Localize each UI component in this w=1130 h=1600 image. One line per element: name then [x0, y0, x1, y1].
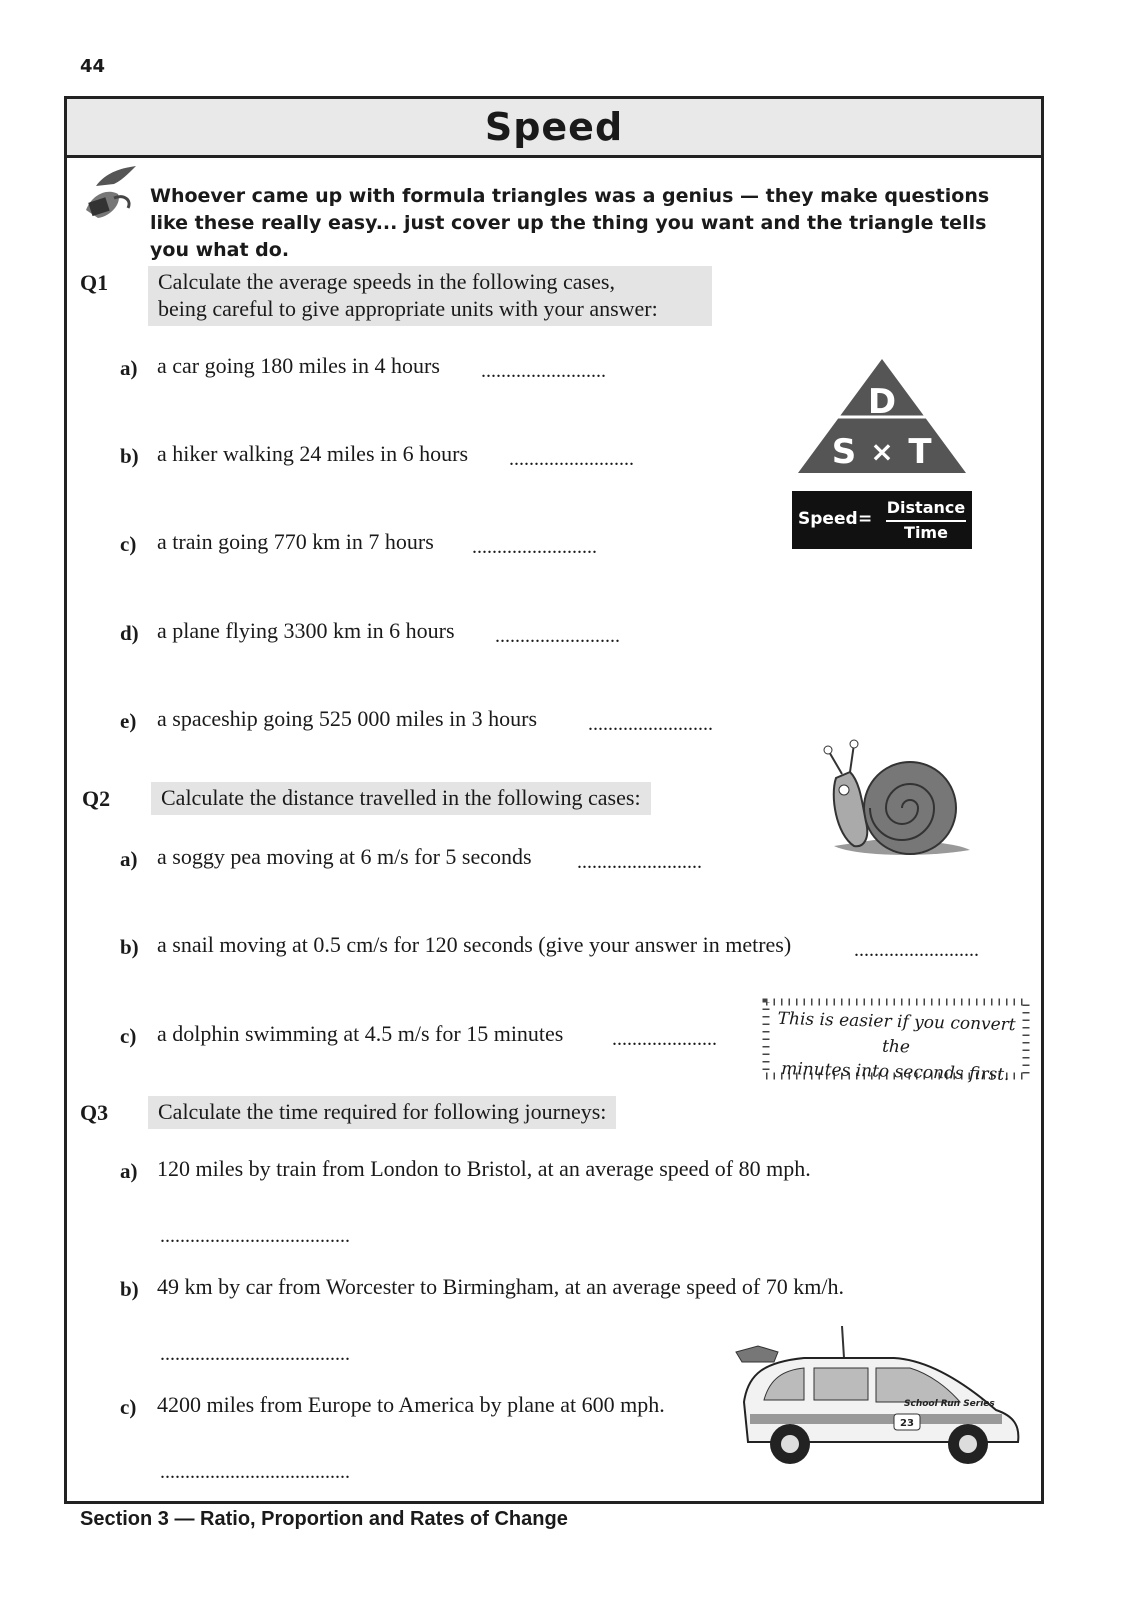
q1c-label: c) — [120, 532, 137, 556]
q1-prompt-line1: Calculate the average speeds in the following cases, — [158, 269, 615, 294]
hint-note — [762, 996, 1030, 1085]
q3-number: Q3 — [80, 1100, 109, 1125]
mascot-illustration — [78, 164, 142, 230]
page-number: 44 — [80, 56, 106, 77]
triangle-times-sign: × — [870, 435, 894, 468]
q3a-text: 120 miles by train from London to Bristol, at an average speed of 80 mph. — [157, 1156, 811, 1181]
car-illustration — [734, 1322, 1024, 1468]
section-footer: Section 3 — Ratio, Proportion and Rates of Change — [80, 1508, 568, 1530]
q2a-answer-line[interactable]: ......................... — [577, 851, 702, 873]
hint-line2: minutes into seconds first. — [780, 1059, 1010, 1085]
q2-number: Q2 — [82, 786, 111, 811]
q3b-label: b) — [120, 1277, 139, 1301]
triangle-time-label: T — [908, 432, 932, 472]
q2b-text: a snail moving at 0.5 cm/s for 120 seconds (give your answer in metres) — [157, 932, 792, 957]
q2-prompt: Calculate the distance travelled in the following cases: — [151, 782, 651, 815]
q2a-label: a) — [120, 847, 138, 871]
q1d-text: a plane flying 3300 km in 6 hours — [157, 618, 455, 643]
q1b-answer-line[interactable]: ......................... — [509, 448, 634, 470]
q2c-text: a dolphin swimming at 4.5 m/s for 15 minutes — [157, 1021, 564, 1046]
q3c-answer-line[interactable]: ...................................... — [160, 1461, 350, 1483]
formula-triangle — [796, 357, 968, 475]
q1b-label: b) — [120, 444, 139, 468]
formula-numerator: Distance — [886, 498, 966, 517]
q1-prompt-box — [148, 266, 712, 326]
formula-denominator: Time — [904, 523, 948, 542]
q3b-text: 49 km by car from Worcester to Birmingham, at an average speed of 70 km/h. — [157, 1274, 844, 1299]
q1a-text: a car going 180 miles in 4 hours — [157, 353, 440, 378]
q1b-text: a hiker walking 24 miles in 6 hours — [157, 441, 469, 466]
page-title: Speed — [484, 105, 624, 149]
speed-formula-box — [792, 491, 972, 549]
triangle-distance-label: D — [867, 382, 897, 422]
q3b-answer-line[interactable]: ...................................... — [160, 1343, 350, 1365]
title-bar — [64, 96, 1044, 158]
formula-speed: Speed — [798, 509, 858, 529]
q1a-label: a) — [120, 356, 138, 380]
q2a-text: a soggy pea moving at 6 m/s for 5 seconds — [157, 844, 532, 869]
q3a-label: a) — [120, 1159, 138, 1183]
q1-prompt-line2: being careful to give appropriate units with your answer: — [158, 296, 658, 321]
q2b-label: b) — [120, 935, 139, 959]
q1-number: Q1 — [80, 270, 109, 295]
car-number: 23 — [900, 1418, 914, 1429]
car-banner-text: School Run Series — [904, 1399, 995, 1409]
q1e-text: a spaceship going 525 000 miles in 3 hours — [157, 706, 538, 731]
intro-text: Whoever came up with formula triangles was a genius — they make questions like these really easy... just cover up the thing you want and the triangle tells you what do. — [150, 185, 990, 261]
q3c-label: c) — [120, 1395, 137, 1419]
q2c-label: c) — [120, 1024, 137, 1048]
formula-equals: = — [858, 509, 873, 529]
q1e-answer-line[interactable]: ......................... — [588, 713, 713, 735]
q1e-label: e) — [120, 709, 137, 733]
q1d-answer-line[interactable]: ......................... — [495, 625, 620, 647]
q1c-text: a train going 770 km in 7 hours — [157, 529, 434, 554]
q1d-label: d) — [120, 621, 139, 645]
q1a-answer-line[interactable]: ......................... — [481, 360, 606, 382]
snail-illustration — [814, 738, 974, 860]
q2b-answer-line[interactable]: ......................... — [854, 939, 979, 961]
q1c-answer-line[interactable]: ......................... — [472, 536, 597, 558]
triangle-speed-label: S — [831, 432, 857, 472]
q3c-text: 4200 miles from Europe to America by plane at 600 mph. — [157, 1392, 665, 1417]
q3a-answer-line[interactable]: ...................................... — [160, 1225, 350, 1247]
q3-prompt: Calculate the time required for following journeys: — [148, 1096, 616, 1129]
formula-fraction-bar — [886, 520, 966, 522]
hint-line1: This is easier if you convert the — [777, 1008, 1016, 1058]
q2c-answer-line[interactable]: ..................... — [612, 1028, 717, 1050]
